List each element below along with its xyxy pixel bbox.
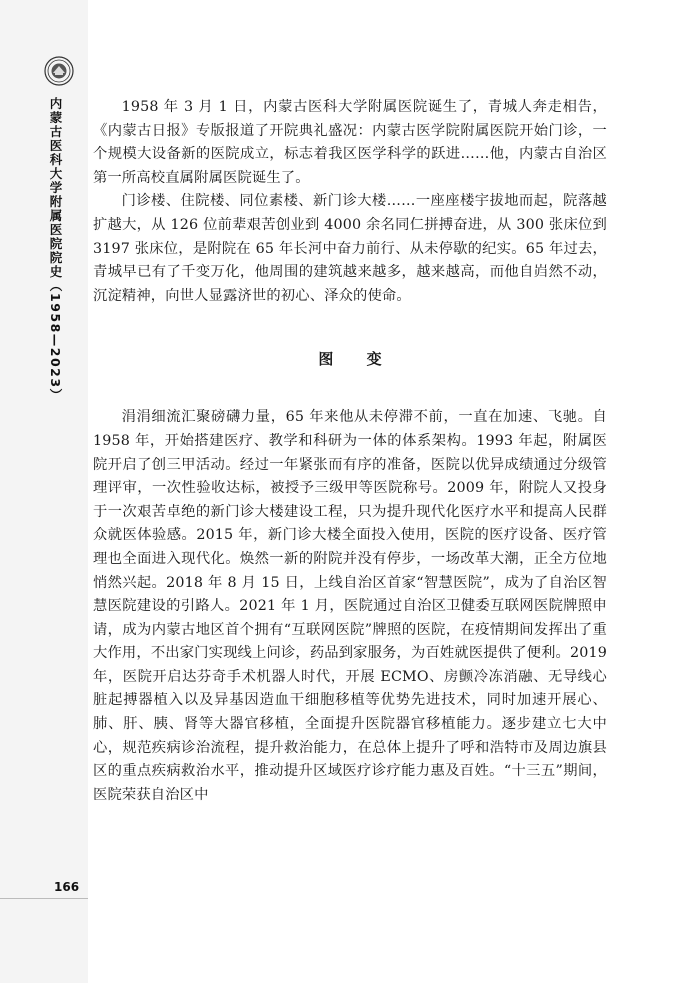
page-number: 166 (54, 880, 80, 894)
side-band (0, 0, 88, 983)
paragraph-2: 门诊楼、住院楼、同位素楼、新门诊大楼……一座座楼宇拔地而起，院落越扩越大，从 126 位前辈艰苦创业到 4000 余名同仁拼搏奋进，从 300 张床位到 3197 张床位，是附院在 65 年长河中奋力前行、从未停歇的纪实。65 年过去，青城早已有了千变万化，他周围的建筑越来越多，越来越高，而他自岿然不动，沉淀精神，向世人显露济世的初心、泽众的使命。 (93, 193, 607, 304)
paragraph-1: 1958 年 3 月 1 日，内蒙古医科大学附属医院诞生了，青城人奔走相告，《内蒙古日报》专版报道了开院典礼盛况：内蒙古医学院附属医院开始门诊，一个规模大设备新的医院成立，标志着我区医学科学的跃进……他，内蒙古自治区第一所高校直属附属医院诞生了。 (93, 99, 607, 186)
paragraph-3: 涓涓细流汇聚磅礴力量，65 年来他从未停滞不前，一直在加速、飞驰。自 1958 年，开始搭建医疗、教学和科研为一体的体系架构。1993 年起，附属医院开启了创三甲活动。经过一年紧张而有序的准备，医院以优异成绩通过分级管理评审，一次性验收达标，被授予三级甲等医院称号。2009 年，附院人又投身于一次艰苦卓绝的新门诊大楼建设工程，只为提升现代化医疗水平和提高人民群众就医体验感。2015 年，新门诊大楼全面投入使用，医院的医疗设备、医疗管理也全面进入现代化。焕然一新的附院并没有停步，一场改革大潮，正全方位地悄然兴起。2018 年 8 月 15 日，上线自治区首家“智慧医院”，成为了自治区智慧医院建设的引路人。2021 年 1 月，医院通过自治区卫健委互联网医院牌照申请，成为内蒙古地区首个拥有“互联网医院”牌照的医院，在疫情期间发挥出了重大作用，不出家门实现线上问诊，药品到家服务，为百姓就医提供了便利。2019 年，医院开启达芬奇手术机器人时代，开展 ECMO、房颤冷冻消融、无导线心脏起搏器植入以及异基因造血干细胞移植等优势先进技术，同时加速开展心、肺、肝、胰、肾等大器官移植，全面提升医院器官移植能力。逐步建立七大中心，规范疾病诊治流程，提升救治能力，在总体上提升了呼和浩特市及周边旗县区的重点疾病救治水平，推动提升区域医疗诊疗能力惠及百姓。“十三五”期间，医院荣获自治区中 (93, 409, 607, 803)
book-title-vertical: 内蒙古医科大学附属医院院史（1958—2023） (48, 97, 63, 403)
university-seal-icon (44, 56, 74, 86)
section-heading: 图 变 (318, 350, 396, 369)
footer-divider (0, 898, 88, 899)
main-text (93, 96, 607, 807)
